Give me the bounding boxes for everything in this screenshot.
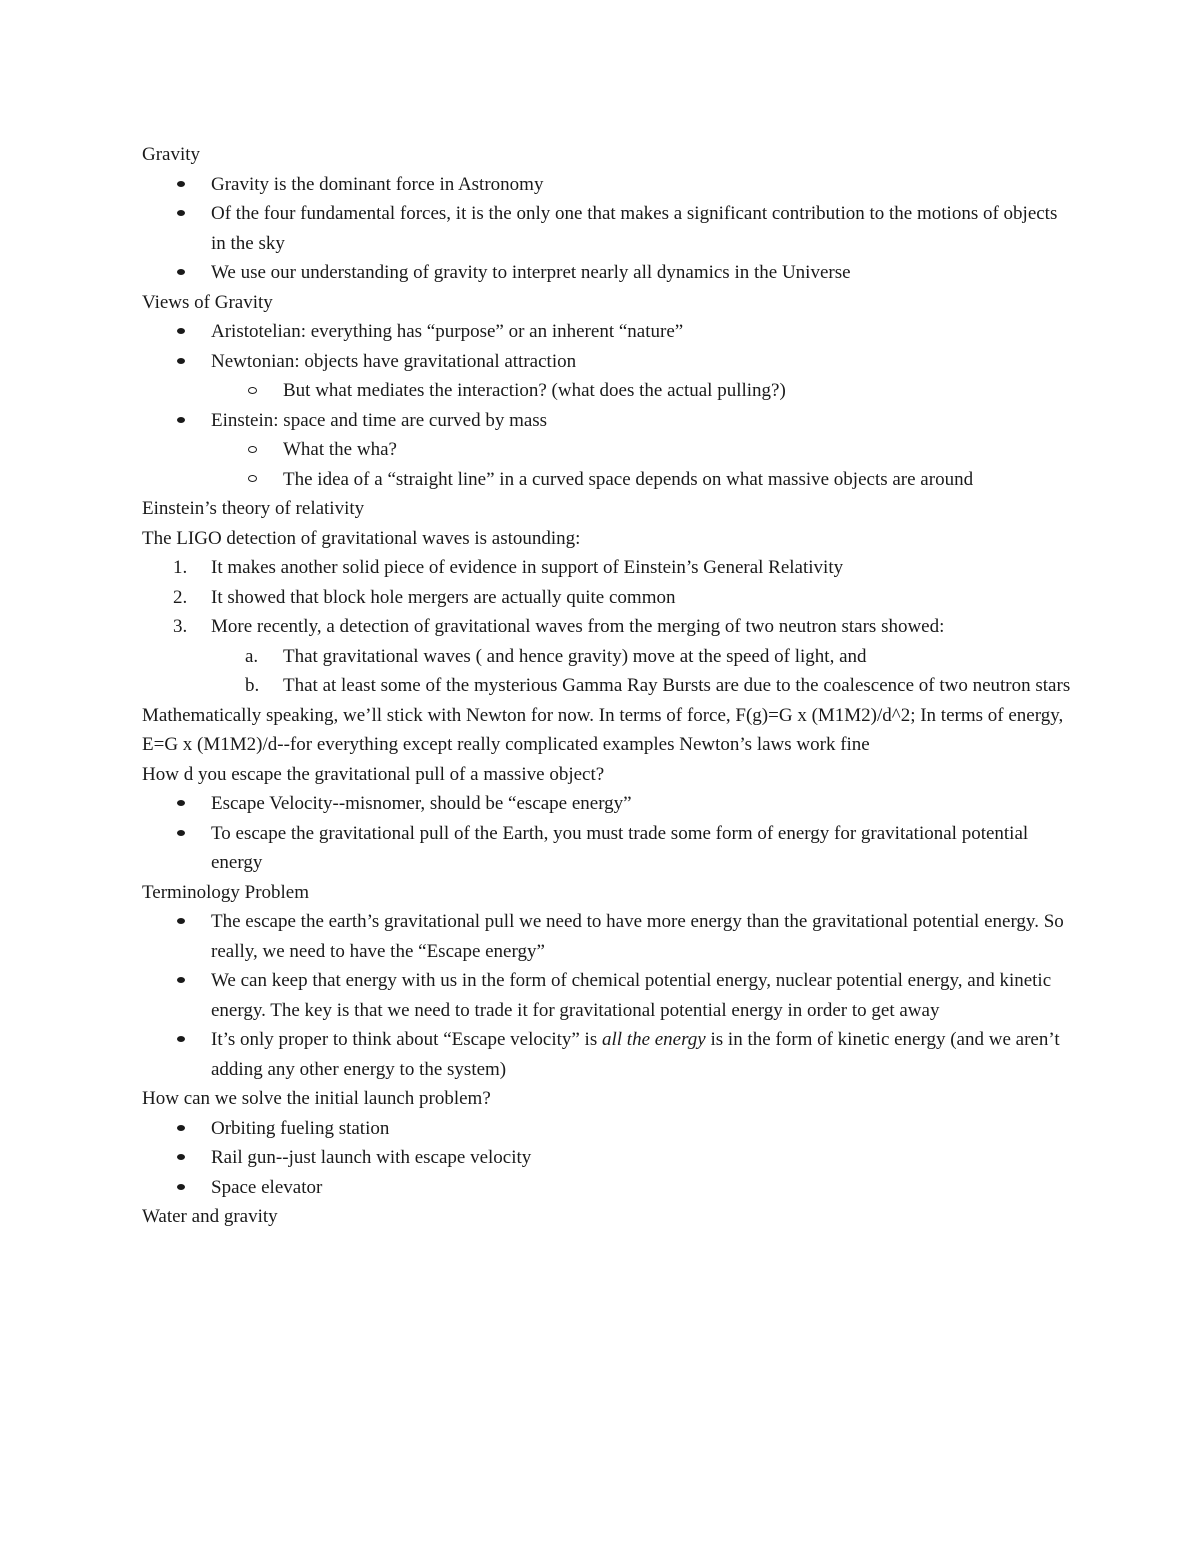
bullet-text: But what mediates the interaction? (what does the actual pulling?) <box>283 380 786 401</box>
heading-views-of-gravity: Views of Gravity <box>142 291 273 313</box>
heading-escape: How d you escape the gravitational pull of a massive object? <box>142 763 605 785</box>
bullet-dot-icon <box>177 966 185 996</box>
heading-relativity: Einstein’s theory of relativity <box>142 498 365 519</box>
bullet-text: Newtonian: objects have gravitational attraction <box>211 350 577 372</box>
lettered-item <box>142 642 1072 672</box>
bullet-item <box>142 258 1072 288</box>
heading-gravity: Gravity <box>142 144 201 165</box>
bullet-text: What the wha? <box>283 439 397 460</box>
bullet-text: Einstein: space and time are curved by mass <box>211 409 548 431</box>
bullet-dot-icon <box>177 199 185 229</box>
bullet-item <box>142 1143 1072 1173</box>
numbered-item <box>142 553 1072 583</box>
bullet-text: We use our understanding of gravity to interpret nearly all dynamics in the Universe <box>211 262 851 283</box>
emphasis-text: all the energy <box>601 1029 706 1050</box>
list-number: 2. <box>173 586 188 608</box>
bullet-circle-icon <box>248 465 257 495</box>
bullet-text: Orbiting fueling station <box>211 1117 390 1139</box>
bullet-item <box>142 907 1072 966</box>
document-body <box>142 140 1072 1232</box>
bullet-dot-icon <box>177 1173 185 1203</box>
bullet-dot-icon <box>177 406 185 436</box>
bullet-dot-icon <box>177 1114 185 1144</box>
list-text: That gravitational waves ( and hence gravity) move at the speed of light, and <box>283 645 867 667</box>
bullet-text: Escape Velocity--misnomer, should be “escape energy” <box>211 793 632 814</box>
bullet-text: The escape the earth’s gravitational pull we need to have more energy than the gravitational potential energy. So really, we need to have the “Escape energy” <box>211 911 1064 962</box>
bullet-dot-icon <box>177 170 185 200</box>
lettered-item <box>142 671 1072 701</box>
list-letter: b. <box>245 675 260 696</box>
sub-bullet-item <box>142 465 1072 495</box>
bullet-text-part: is in the form of kinetic energy (and we aren’t adding any other energy to the system) <box>211 1029 1060 1080</box>
bullet-circle-icon <box>248 376 257 406</box>
bullet-item <box>142 317 1072 347</box>
numbered-item <box>142 583 1072 613</box>
bullet-text-part: It’s only proper to think about “Escape velocity” is <box>211 1029 602 1050</box>
bullet-text: Rail gun--just launch with escape velocity <box>211 1147 532 1168</box>
bullet-text: To escape the gravitational pull of the Earth, you must trade some form of energy for gravitational potential energy <box>211 822 1029 873</box>
bullet-dot-icon <box>177 317 185 347</box>
list-text: More recently, a detection of gravitational waves from the merging of two neutron stars showed: <box>211 616 945 637</box>
bullet-text: Aristotelian: everything has “purpose” or an inherent “nature” <box>211 321 684 342</box>
bullet-item <box>142 347 1072 377</box>
list-text: It showed that block hole mergers are actually quite common <box>211 586 676 608</box>
bullet-circle-icon <box>248 435 257 465</box>
bullet-item <box>142 1114 1072 1144</box>
bullet-item <box>142 199 1072 258</box>
bullet-dot-icon <box>177 347 185 377</box>
list-letter: a. <box>245 645 259 667</box>
numbered-item <box>142 612 1072 642</box>
list-number: 1. <box>173 557 188 578</box>
bullet-text: Gravity is the dominant force in Astronomy <box>211 173 544 195</box>
bullet-text: The idea of a “straight line” in a curved space depends on what massive objects are around <box>283 468 974 490</box>
sub-bullet-item <box>142 376 1072 406</box>
bullet-item <box>142 819 1072 878</box>
bullet-text: Space elevator <box>211 1176 323 1198</box>
heading-ligo: The LIGO detection of gravitational waves is astounding: <box>142 527 581 549</box>
heading-launch: How can we solve the initial launch problem? <box>142 1088 491 1109</box>
bullet-dot-icon <box>177 907 185 937</box>
bullet-dot-icon <box>177 819 185 849</box>
bullet-dot-icon <box>177 1025 185 1055</box>
bullet-item <box>142 966 1072 1025</box>
heading-water: Water and gravity <box>142 1206 278 1227</box>
heading-terminology: Terminology Problem <box>142 881 310 903</box>
bullet-text <box>211 1029 1060 1080</box>
bullet-item <box>142 1025 1072 1084</box>
bullet-text: Of the four fundamental forces, it is the only one that makes a significant contribution to the motions of objects in the sky <box>211 203 1058 254</box>
list-number: 3. <box>173 616 188 637</box>
bullet-item <box>142 1173 1072 1203</box>
list-text: It makes another solid piece of evidence in support of Einstein’s General Relativity <box>211 557 844 578</box>
bullet-dot-icon <box>177 258 185 288</box>
bullet-item <box>142 170 1072 200</box>
bullet-dot-icon <box>177 789 185 819</box>
bullet-item <box>142 789 1072 819</box>
bullet-item <box>142 406 1072 436</box>
list-text: That at least some of the mysterious Gamma Ray Bursts are due to the coalescence of two neutron stars <box>283 675 1071 696</box>
bullet-dot-icon <box>177 1143 185 1173</box>
sub-bullet-item <box>142 435 1072 465</box>
bullet-text: We can keep that energy with us in the form of chemical potential energy, nuclear potential energy, and kinetic energy. The key is that we need to trade it for gravitational potential energy in order to get away <box>211 970 1052 1021</box>
paragraph-math: Mathematically speaking, we’ll stick with Newton for now. In terms of force, F(g)=G x (M1M2)/d^2; In terms of energy, E=G x (M1M2)/d--for everything except really complicated examples Newton’s laws work fine <box>142 704 1064 755</box>
